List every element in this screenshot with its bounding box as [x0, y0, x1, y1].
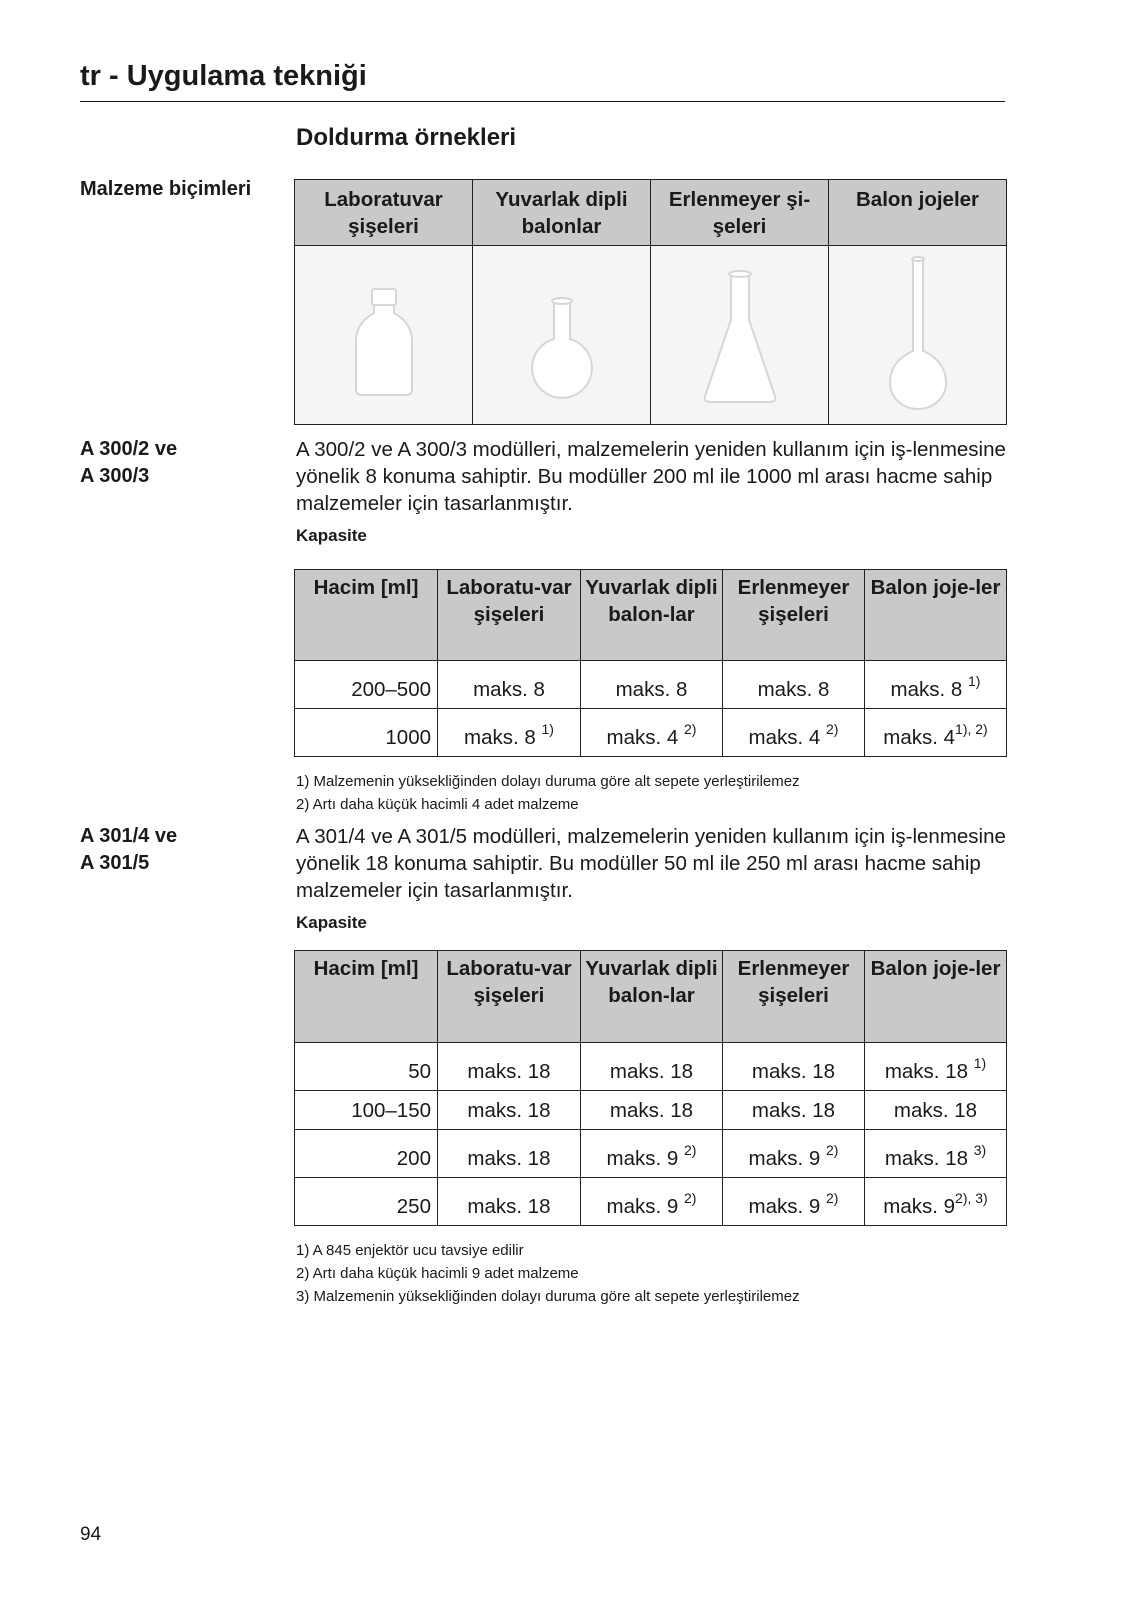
page-number: 94 [80, 1524, 102, 1545]
footnote-ref: 2) [684, 1142, 697, 1158]
col-header-erlenmeyer: Erlenmeyer şişeleri [723, 570, 865, 661]
shape-header-round-bottom: Yuvarlak dipli balonlar [473, 180, 651, 246]
col-header-volume: Hacim [ml] [295, 951, 438, 1043]
capacity-cell [581, 661, 723, 709]
table-row [295, 709, 1007, 757]
col-header-round-bottom: Yuvarlak dipli balon-lar [581, 570, 723, 661]
capacity-value: maks. 18 [884, 1060, 968, 1083]
block2-label-line1: A 301/4 ve [80, 825, 178, 847]
shape-cell-round-bottom [473, 246, 651, 425]
col-header-volumetric: Balon joje-ler [865, 570, 1007, 661]
volume-cell: 1000 [295, 709, 438, 757]
section-heading: Doldurma örnekleri [296, 124, 517, 151]
round-bottom-flask-icon [522, 265, 602, 405]
capacity-value: maks. 8 [890, 678, 963, 701]
capacity-value: maks. 18 [751, 1060, 836, 1083]
capacity-value: maks. 18 [609, 1060, 694, 1083]
capacity-value: maks. 4 [883, 726, 956, 749]
block2-label [80, 823, 177, 877]
capacity-value: maks. 4 [606, 726, 679, 749]
capacity-cell [723, 1178, 865, 1226]
capacity-cell [438, 1178, 581, 1226]
capacity-value: maks. 18 [467, 1099, 551, 1122]
footnote-ref: 2), 3) [955, 1190, 988, 1206]
capacity-cell [723, 1043, 865, 1091]
capacity-value: maks. 9 [606, 1147, 679, 1170]
footnote-ref: 2) [826, 1142, 839, 1158]
page-title: tr - Uygulama tekniği [80, 60, 367, 92]
capacity-cell [723, 1130, 865, 1178]
table-row [295, 1043, 1007, 1091]
block1-footnotes [296, 770, 800, 816]
shape-cell-lab-bottle [295, 246, 473, 425]
footnote: 2) Artı daha küçük hacimli 4 adet malzeme [296, 796, 579, 813]
capacity-value: maks. 9 [748, 1195, 821, 1218]
capacity-value: maks. 18 [893, 1099, 978, 1122]
footnote: 3) Malzemenin yüksekliğinden dolayı duruma göre alt sepete yerleştirilemez [296, 1288, 800, 1305]
capacity-cell [581, 1043, 723, 1091]
footnote-ref: 2) [684, 721, 697, 737]
shape-header-volumetric: Balon jojeler [829, 180, 1007, 246]
capacity-cell [581, 709, 723, 757]
volumetric-flask-icon [878, 255, 958, 415]
block2-capacity-label: Kapasite [296, 913, 367, 932]
capacity-cell [865, 1091, 1007, 1130]
capacity-value: maks. 9 [606, 1195, 679, 1218]
capacity-cell [581, 1091, 723, 1130]
col-header-volumetric: Balon joje-ler [865, 951, 1007, 1043]
volume-cell: 50 [295, 1043, 438, 1091]
footnote-ref: 2) [826, 1190, 839, 1206]
block2-footnotes [296, 1239, 800, 1308]
title-divider [80, 101, 1005, 102]
shape-header-erlenmeyer: Erlenmeyer şi-şeleri [651, 180, 829, 246]
shapes-label: Malzeme biçimleri [80, 178, 252, 200]
capacity-cell [438, 1043, 581, 1091]
capacity-cell [723, 661, 865, 709]
capacity-cell [865, 1130, 1007, 1178]
capacity-value: maks. 18 [751, 1099, 836, 1122]
capacity-value: maks. 18 [467, 1147, 551, 1170]
capacity-value: maks. 9 [883, 1195, 956, 1218]
capacity-value: maks. 8 [757, 678, 830, 701]
block1-capacity-table [294, 569, 1007, 757]
erlenmeyer-flask-icon [695, 260, 785, 410]
capacity-cell [438, 709, 581, 757]
capacity-cell [865, 1178, 1007, 1226]
capacity-cell [723, 709, 865, 757]
capacity-value: maks. 8 [473, 678, 545, 701]
capacity-cell [581, 1130, 723, 1178]
capacity-cell [438, 1130, 581, 1178]
footnote-ref: 3) [973, 1142, 987, 1158]
block2-capacity-table [294, 950, 1007, 1226]
volume-cell: 200 [295, 1130, 438, 1178]
col-header-lab-bottles: Laboratu-var şişeleri [438, 570, 581, 661]
footnote: 1) Malzemenin yüksekliğinden dolayı duruma göre alt sepete yerleştirilemez [296, 773, 800, 790]
shapes-table [294, 179, 1007, 425]
block1-capacity-label: Kapasite [296, 526, 367, 545]
footnote-ref: 1) [968, 673, 981, 689]
footnote-ref: 1), 2) [955, 721, 988, 737]
capacity-cell [865, 709, 1007, 757]
footnote-ref: 2) [684, 1190, 697, 1206]
block1-label [80, 436, 177, 490]
capacity-value: maks. 4 [748, 726, 821, 749]
footnote-ref: 1) [973, 1055, 987, 1071]
shape-header-lab-bottles: Laboratuvar şişeleri [295, 180, 473, 246]
table-row [295, 1091, 1007, 1130]
footnote: 1) A 845 enjektör ucu tavsiye edilir [296, 1242, 524, 1259]
col-header-round-bottom: Yuvarlak dipli balon-lar [581, 951, 723, 1043]
capacity-value: maks. 18 [884, 1147, 968, 1170]
capacity-cell [865, 1043, 1007, 1091]
table-row [295, 661, 1007, 709]
volume-cell: 250 [295, 1178, 438, 1226]
footnote: 2) Artı daha küçük hacimli 9 adet malzeme [296, 1265, 579, 1282]
shape-cell-erlenmeyer [651, 246, 829, 425]
capacity-cell [865, 661, 1007, 709]
capacity-cell [723, 1091, 865, 1130]
capacity-cell [438, 1091, 581, 1130]
volume-cell: 100–150 [295, 1091, 438, 1130]
table-row [295, 1178, 1007, 1226]
shape-cell-volumetric [829, 246, 1007, 425]
capacity-value: maks. 8 [615, 678, 688, 701]
capacity-cell [438, 661, 581, 709]
col-header-lab-bottles: Laboratu-var şişeleri [438, 951, 581, 1043]
lab-bottle-icon [344, 265, 424, 405]
capacity-value: maks. 18 [467, 1060, 551, 1083]
table-row [295, 1130, 1007, 1178]
volume-cell: 200–500 [295, 661, 438, 709]
col-header-volume: Hacim [ml] [295, 570, 438, 661]
block1-description: A 300/2 ve A 300/3 modülleri, malzemelerin yeniden kullanım için iş-lenmesine yönelik 8 konuma sahiptir. Bu modüller 200 ml ile 1000 ml arası hacme sahip malzemeler için tasarlanmıştır. [296, 438, 1006, 515]
block1-label-line2: A 300/3 [80, 465, 150, 487]
block2-label-line2: A 301/5 [80, 852, 150, 874]
capacity-value: maks. 9 [748, 1147, 821, 1170]
footnote-ref: 2) [826, 721, 839, 737]
col-header-erlenmeyer: Erlenmeyer şişeleri [723, 951, 865, 1043]
capacity-cell [581, 1178, 723, 1226]
capacity-value: maks. 8 [464, 726, 536, 749]
capacity-value: maks. 18 [609, 1099, 694, 1122]
block1-label-line1: A 300/2 ve [80, 438, 178, 460]
footnote-ref: 1) [541, 721, 554, 737]
capacity-value: maks. 18 [467, 1195, 551, 1218]
block2-description: A 301/4 ve A 301/5 modülleri, malzemelerin yeniden kullanım için iş-lenmesine yönelik 18 konuma sahiptir. Bu modüller 50 ml ile 250 ml arası hacme sahip malzemeler için tasarlanmıştır. [296, 825, 1006, 902]
